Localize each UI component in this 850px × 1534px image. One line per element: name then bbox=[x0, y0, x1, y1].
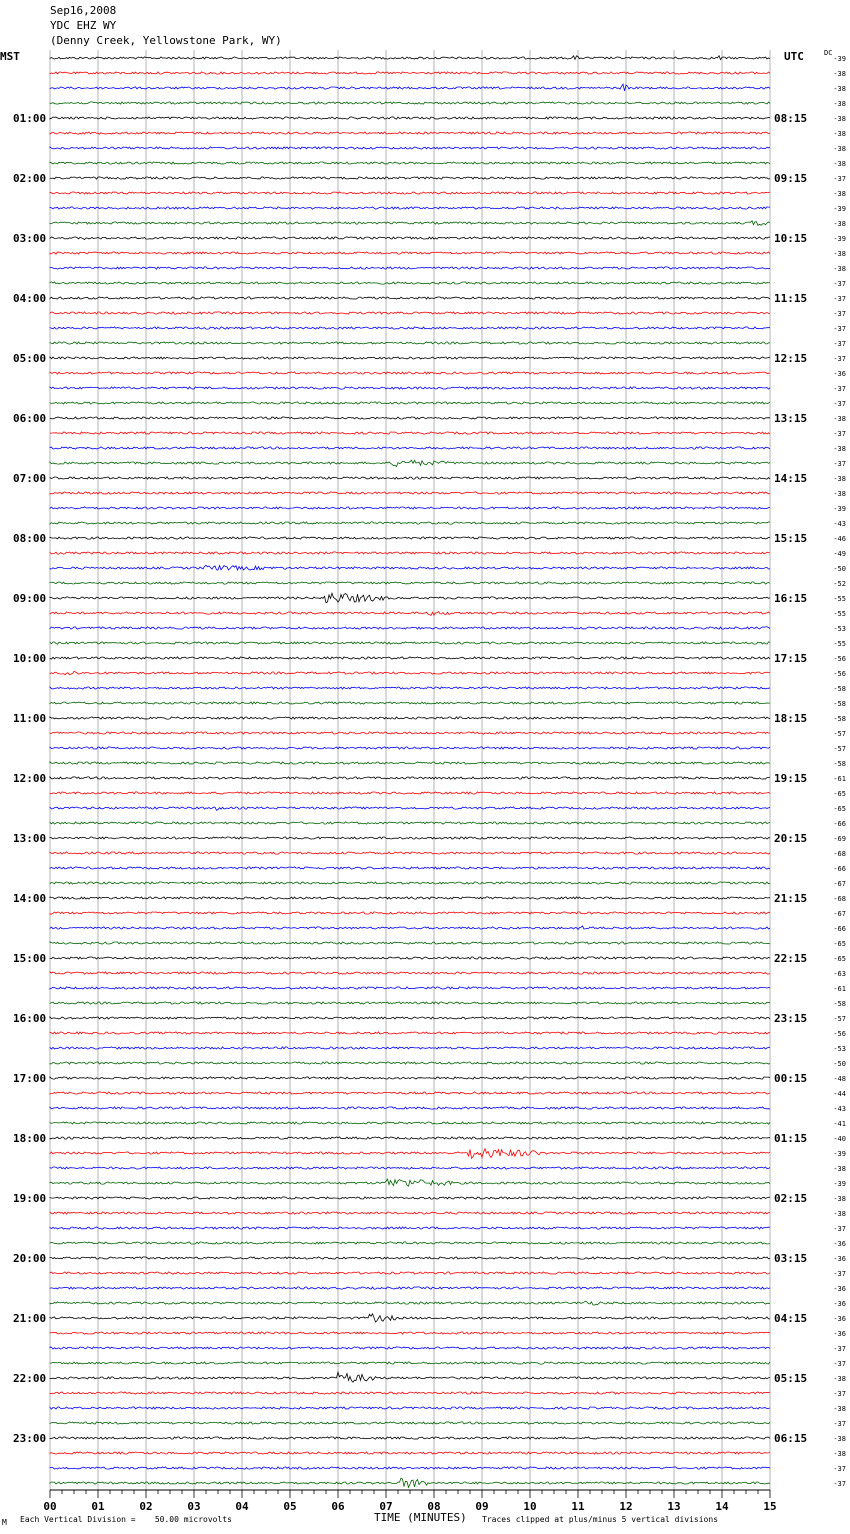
right-hour-label: 01:15 bbox=[774, 1132, 808, 1145]
dc-offset-value: -57 bbox=[833, 745, 846, 753]
scale-note: Each Vertical Division = 50.00 microvolts bbox=[20, 1515, 232, 1524]
dc-offset-value: -37 bbox=[833, 280, 846, 288]
trace-line bbox=[50, 342, 770, 344]
trace-line bbox=[50, 327, 770, 329]
dc-offset-value: -39 bbox=[833, 235, 846, 243]
x-axis-title: TIME (MINUTES) bbox=[374, 1511, 467, 1524]
trace-line bbox=[50, 897, 770, 899]
dc-offset-value: -37 bbox=[833, 1360, 846, 1368]
trace-line bbox=[50, 267, 770, 269]
dc-offset-value: -38 bbox=[833, 130, 846, 138]
trace-line bbox=[50, 1179, 770, 1186]
right-hour-label: 05:15 bbox=[774, 1372, 808, 1385]
right-hour-label: 04:15 bbox=[774, 1312, 808, 1325]
trace-line bbox=[50, 192, 770, 194]
trace-line bbox=[50, 252, 770, 254]
trace-line bbox=[50, 402, 770, 404]
dc-offset-value: -38 bbox=[833, 1210, 846, 1218]
trace-line bbox=[50, 207, 770, 210]
dc-offset-value: -52 bbox=[833, 580, 846, 588]
left-hour-label: 19:00 bbox=[13, 1192, 47, 1205]
dc-offset-value: -38 bbox=[833, 1195, 846, 1203]
dc-offset-value: -38 bbox=[833, 1375, 846, 1383]
trace-line bbox=[50, 1347, 770, 1349]
left-hour-label: 04:00 bbox=[13, 292, 47, 305]
left-hour-label: 01:00 bbox=[13, 112, 47, 125]
x-tick-label: 12 bbox=[619, 1500, 633, 1513]
left-timezone-label: MST bbox=[0, 50, 20, 63]
dc-offset-value: -43 bbox=[833, 520, 846, 528]
trace-line bbox=[50, 1437, 770, 1439]
x-tick-label: 04 bbox=[235, 1500, 249, 1513]
dc-offset-value: -37 bbox=[833, 1480, 846, 1488]
trace-line bbox=[50, 56, 770, 60]
station-name: YDC EHZ WY bbox=[50, 19, 117, 32]
right-hour-label: 18:15 bbox=[774, 712, 808, 725]
dc-offset-value: -38 bbox=[833, 445, 846, 453]
dc-offset-value: -39 bbox=[833, 1150, 846, 1158]
trace-line bbox=[50, 792, 770, 794]
x-tick-label: 06 bbox=[331, 1500, 345, 1513]
dc-offset-value: -61 bbox=[833, 775, 846, 783]
dc-offset-value: -38 bbox=[833, 490, 846, 498]
dc-offset-value: -65 bbox=[833, 805, 846, 813]
dc-offset-value: -38 bbox=[833, 115, 846, 123]
dc-offset-value: -50 bbox=[833, 1060, 846, 1068]
left-hour-label: 14:00 bbox=[13, 892, 47, 905]
trace-line bbox=[50, 460, 770, 466]
dc-offset-value: -37 bbox=[833, 175, 846, 183]
dc-offset-value: -58 bbox=[833, 685, 846, 693]
left-hour-label: 21:00 bbox=[13, 1312, 47, 1325]
trace-line bbox=[50, 1332, 770, 1334]
trace-line bbox=[50, 717, 770, 719]
trace-line bbox=[50, 1137, 770, 1139]
trace-line bbox=[50, 942, 770, 944]
trace-line bbox=[50, 612, 770, 616]
dc-offset-value: -48 bbox=[833, 1075, 846, 1083]
trace-line bbox=[50, 687, 770, 689]
trace-line bbox=[50, 1032, 770, 1034]
trace-line bbox=[50, 117, 770, 119]
right-hour-label: 23:15 bbox=[774, 1012, 808, 1025]
trace-line bbox=[50, 1047, 770, 1049]
dc-offset-value: -38 bbox=[833, 85, 846, 93]
dc-offset-value: -36 bbox=[833, 1240, 846, 1248]
dc-offset-value: -55 bbox=[833, 610, 846, 618]
dc-offset-value: -38 bbox=[833, 160, 846, 168]
trace-line bbox=[50, 492, 770, 494]
dc-offset-value: -58 bbox=[833, 1000, 846, 1008]
dc-offset-value: -40 bbox=[833, 1135, 846, 1143]
dc-offset-value: -39 bbox=[833, 1180, 846, 1188]
dc-offset-value: -37 bbox=[833, 1465, 846, 1473]
trace-line bbox=[50, 552, 770, 554]
trace-line bbox=[50, 1257, 770, 1259]
x-tick-label: 08 bbox=[427, 1500, 441, 1513]
dc-offset-value: -38 bbox=[833, 220, 846, 228]
trace-line bbox=[50, 1422, 770, 1424]
dc-offset-value: -38 bbox=[833, 100, 846, 108]
dc-offset-value: -37 bbox=[833, 460, 846, 468]
dc-offset-value: -37 bbox=[833, 400, 846, 408]
dc-offset-value: -39 bbox=[833, 505, 846, 513]
right-hour-label: 21:15 bbox=[774, 892, 808, 905]
dc-offset-value: -63 bbox=[833, 970, 846, 978]
dc-offset-value: -38 bbox=[833, 250, 846, 258]
dc-offset-value: -61 bbox=[833, 985, 846, 993]
dc-offset-value: -38 bbox=[833, 190, 846, 198]
dc-offset-value: -37 bbox=[833, 325, 846, 333]
trace-line bbox=[50, 1107, 770, 1109]
trace-line bbox=[50, 926, 770, 930]
trace-line bbox=[50, 507, 770, 509]
dc-offset-value: -55 bbox=[833, 595, 846, 603]
left-hour-label: 16:00 bbox=[13, 1012, 47, 1025]
x-tick-label: 01 bbox=[91, 1500, 105, 1513]
trace-line bbox=[50, 84, 770, 91]
trace-line bbox=[50, 657, 770, 659]
trace-line bbox=[50, 702, 770, 704]
trace-line bbox=[50, 282, 770, 284]
left-hour-label: 15:00 bbox=[13, 952, 47, 965]
dc-offset-value: -67 bbox=[833, 880, 846, 888]
left-hour-label: 18:00 bbox=[13, 1132, 47, 1145]
dc-offset-value: -38 bbox=[833, 415, 846, 423]
trace-line bbox=[50, 1314, 770, 1322]
right-hour-label: 09:15 bbox=[774, 172, 808, 185]
trace-line bbox=[50, 221, 770, 226]
dc-offset-value: -36 bbox=[833, 1315, 846, 1323]
trace-line bbox=[50, 1062, 770, 1064]
dc-column-label: DC bbox=[824, 49, 833, 57]
right-hour-label: 20:15 bbox=[774, 832, 808, 845]
dc-offset-value: -37 bbox=[833, 1390, 846, 1398]
left-hour-label: 06:00 bbox=[13, 412, 47, 425]
dc-offset-value: -66 bbox=[833, 865, 846, 873]
trace-line bbox=[50, 132, 770, 134]
trace-line bbox=[50, 237, 770, 240]
dc-offset-value: -36 bbox=[833, 1300, 846, 1308]
trace-line bbox=[50, 627, 770, 629]
left-hour-label: 23:00 bbox=[13, 1432, 47, 1445]
dc-offset-value: -55 bbox=[833, 640, 846, 648]
trace-line bbox=[50, 957, 770, 959]
trace-line bbox=[50, 147, 770, 149]
traces-group bbox=[50, 56, 770, 1488]
right-hour-label: 15:15 bbox=[774, 532, 808, 545]
dc-offset-value: -43 bbox=[833, 1105, 846, 1113]
trace-line bbox=[50, 1407, 770, 1409]
trace-line bbox=[50, 1002, 770, 1004]
dc-offset-value: -37 bbox=[833, 1345, 846, 1353]
trace-line bbox=[50, 1017, 770, 1019]
trace-line bbox=[50, 1362, 770, 1364]
dc-offset-value: -38 bbox=[833, 1405, 846, 1413]
trace-line bbox=[50, 732, 770, 734]
trace-line bbox=[50, 1092, 770, 1094]
dc-offset-value: -56 bbox=[833, 670, 846, 678]
left-hour-label: 02:00 bbox=[13, 172, 47, 185]
trace-line bbox=[50, 1242, 770, 1244]
dc-offset-value: -68 bbox=[833, 895, 846, 903]
dc-offset-value: -39 bbox=[833, 205, 846, 213]
trace-line bbox=[50, 1272, 770, 1274]
dc-offset-value: -37 bbox=[833, 295, 846, 303]
trace-line bbox=[50, 671, 770, 674]
trace-line bbox=[50, 447, 770, 449]
dc-offset-value: -57 bbox=[833, 1015, 846, 1023]
time-grid bbox=[50, 50, 770, 1491]
left-hour-label: 22:00 bbox=[13, 1372, 47, 1385]
dc-offset-value: -49 bbox=[833, 550, 846, 558]
dc-offset-value: -39 bbox=[833, 55, 846, 63]
trace-line bbox=[50, 102, 770, 104]
trace-line bbox=[50, 1392, 770, 1394]
trace-line bbox=[50, 1372, 770, 1382]
trace-line bbox=[50, 747, 770, 749]
plot-date: Sep16,2008 bbox=[50, 4, 117, 17]
trace-line bbox=[50, 1212, 770, 1214]
dc-offset-value: -38 bbox=[833, 70, 846, 78]
trace-line bbox=[50, 822, 770, 824]
dc-offset-value: -65 bbox=[833, 790, 846, 798]
trace-line bbox=[50, 72, 770, 74]
x-tick-label: 11 bbox=[571, 1500, 585, 1513]
trace-line bbox=[50, 867, 770, 869]
dc-offset-value: -65 bbox=[833, 955, 846, 963]
trace-line bbox=[50, 537, 770, 539]
trace-line bbox=[50, 1467, 770, 1469]
dc-offset-value: -38 bbox=[833, 145, 846, 153]
trace-line bbox=[50, 987, 770, 989]
trace-line bbox=[50, 1167, 770, 1169]
x-tick-label: 03 bbox=[187, 1500, 201, 1513]
trace-line bbox=[50, 1478, 770, 1487]
dc-offset-value: -36 bbox=[833, 1330, 846, 1338]
trace-line bbox=[50, 312, 770, 314]
trace-line bbox=[50, 777, 770, 779]
dc-offset-value: -46 bbox=[833, 535, 846, 543]
trace-line bbox=[50, 522, 770, 524]
right-hour-label: 03:15 bbox=[774, 1252, 808, 1265]
x-tick-label: 13 bbox=[667, 1500, 681, 1513]
trace-line bbox=[50, 1122, 770, 1124]
trace-line bbox=[50, 852, 770, 854]
dc-offset-value: -37 bbox=[833, 430, 846, 438]
trace-line bbox=[50, 387, 770, 389]
dc-offset-value: -36 bbox=[833, 1285, 846, 1293]
trace-line bbox=[50, 1452, 770, 1454]
dc-offset-value: -37 bbox=[833, 385, 846, 393]
dc-offset-value: -38 bbox=[833, 265, 846, 273]
dc-offset-value: -53 bbox=[833, 1045, 846, 1053]
x-axis bbox=[43, 1490, 776, 1513]
station-location: (Denny Creek, Yellowstone Park, WY) bbox=[50, 34, 282, 47]
trace-line bbox=[50, 972, 770, 974]
dc-offset-value: -38 bbox=[833, 475, 846, 483]
trace-line bbox=[50, 1197, 770, 1199]
dc-offset-value: -53 bbox=[833, 625, 846, 633]
trace-line bbox=[50, 297, 770, 299]
left-hour-label: 17:00 bbox=[13, 1072, 47, 1085]
right-hour-label: 22:15 bbox=[774, 952, 808, 965]
right-hour-label: 00:15 bbox=[774, 1072, 808, 1085]
dc-offset-value: -37 bbox=[833, 1270, 846, 1278]
trace-line bbox=[50, 1287, 770, 1289]
trace-line bbox=[50, 1301, 770, 1305]
left-hour-label: 13:00 bbox=[13, 832, 47, 845]
trace-line bbox=[50, 1227, 770, 1229]
dc-offset-value: -56 bbox=[833, 1030, 846, 1038]
dc-offset-value: -58 bbox=[833, 700, 846, 708]
trace-line bbox=[50, 1077, 770, 1079]
trace-line bbox=[50, 1149, 770, 1159]
trace-line bbox=[50, 162, 770, 164]
dc-offset-value: -38 bbox=[833, 1165, 846, 1173]
trace-line bbox=[50, 837, 770, 839]
right-hour-label: 14:15 bbox=[774, 472, 808, 485]
trace-line bbox=[50, 372, 770, 374]
dc-offset-value: -66 bbox=[833, 925, 846, 933]
trace-line bbox=[50, 177, 770, 179]
trace-line bbox=[50, 565, 770, 570]
x-tick-label: 09 bbox=[475, 1500, 489, 1513]
left-hour-label: 08:00 bbox=[13, 532, 47, 545]
trace-line bbox=[50, 432, 770, 434]
x-tick-label: 05 bbox=[283, 1500, 297, 1513]
dc-offset-value: -66 bbox=[833, 820, 846, 828]
dc-offset-value: -37 bbox=[833, 310, 846, 318]
right-hour-label: 06:15 bbox=[774, 1432, 808, 1445]
x-tick-label: 07 bbox=[379, 1500, 393, 1513]
x-tick-label: 15 bbox=[763, 1500, 777, 1513]
x-tick-label: 00 bbox=[43, 1500, 57, 1513]
trace-line bbox=[50, 417, 770, 419]
right-hour-label: 11:15 bbox=[774, 292, 808, 305]
x-tick-label: 10 bbox=[523, 1500, 537, 1513]
dc-offset-value: -44 bbox=[833, 1090, 846, 1098]
left-hour-label: 10:00 bbox=[13, 652, 47, 665]
dc-offset-value: -36 bbox=[833, 1255, 846, 1263]
dc-offset-value: -38 bbox=[833, 1450, 846, 1458]
right-timezone-label: UTC bbox=[784, 50, 804, 63]
x-tick-label: 02 bbox=[139, 1500, 153, 1513]
corner-mark: M bbox=[2, 1518, 7, 1527]
dc-offset-value: -58 bbox=[833, 715, 846, 723]
dc-offset-value: -37 bbox=[833, 1225, 846, 1233]
dc-offset-value: -37 bbox=[833, 340, 846, 348]
right-hour-label: 12:15 bbox=[774, 352, 808, 365]
right-hour-label: 17:15 bbox=[774, 652, 808, 665]
trace-line bbox=[50, 807, 770, 810]
trace-line bbox=[50, 762, 770, 764]
dc-offset-value: -69 bbox=[833, 835, 846, 843]
dc-offset-value: -36 bbox=[833, 370, 846, 378]
dc-offset-value: -41 bbox=[833, 1120, 846, 1128]
dc-offset-value: -56 bbox=[833, 655, 846, 663]
trace-line bbox=[50, 477, 770, 479]
left-hour-label: 05:00 bbox=[13, 352, 47, 365]
dc-offset-value: -38 bbox=[833, 1435, 846, 1443]
trace-line bbox=[50, 882, 770, 884]
left-hour-label: 11:00 bbox=[13, 712, 47, 725]
left-hour-label: 03:00 bbox=[13, 232, 47, 245]
trace-line bbox=[50, 582, 770, 584]
right-hour-label: 10:15 bbox=[774, 232, 808, 245]
dc-offset-value: -67 bbox=[833, 910, 846, 918]
dc-offset-value: -65 bbox=[833, 940, 846, 948]
trace-line bbox=[50, 642, 770, 644]
left-hour-label: 20:00 bbox=[13, 1252, 47, 1265]
dc-offset-value: -58 bbox=[833, 760, 846, 768]
dc-offset-value: -68 bbox=[833, 850, 846, 858]
x-tick-label: 14 bbox=[715, 1500, 729, 1513]
right-hour-label: 19:15 bbox=[774, 772, 808, 785]
dc-offset-value: -37 bbox=[833, 355, 846, 363]
right-hour-label: 13:15 bbox=[774, 412, 808, 425]
clip-note: Traces clipped at plus/minus 5 vertical divisions bbox=[482, 1515, 719, 1524]
dc-offset-value: -57 bbox=[833, 730, 846, 738]
dc-offset-value: -37 bbox=[833, 1420, 846, 1428]
trace-line bbox=[50, 912, 770, 914]
right-hour-label: 02:15 bbox=[774, 1192, 808, 1205]
right-hour-label: 08:15 bbox=[774, 112, 808, 125]
trace-line bbox=[50, 593, 770, 602]
trace-line bbox=[50, 357, 770, 359]
left-hour-label: 09:00 bbox=[13, 592, 47, 605]
right-hour-label: 16:15 bbox=[774, 592, 808, 605]
left-hour-label: 07:00 bbox=[13, 472, 47, 485]
dc-offset-value: -50 bbox=[833, 565, 846, 573]
left-hour-label: 12:00 bbox=[13, 772, 47, 785]
